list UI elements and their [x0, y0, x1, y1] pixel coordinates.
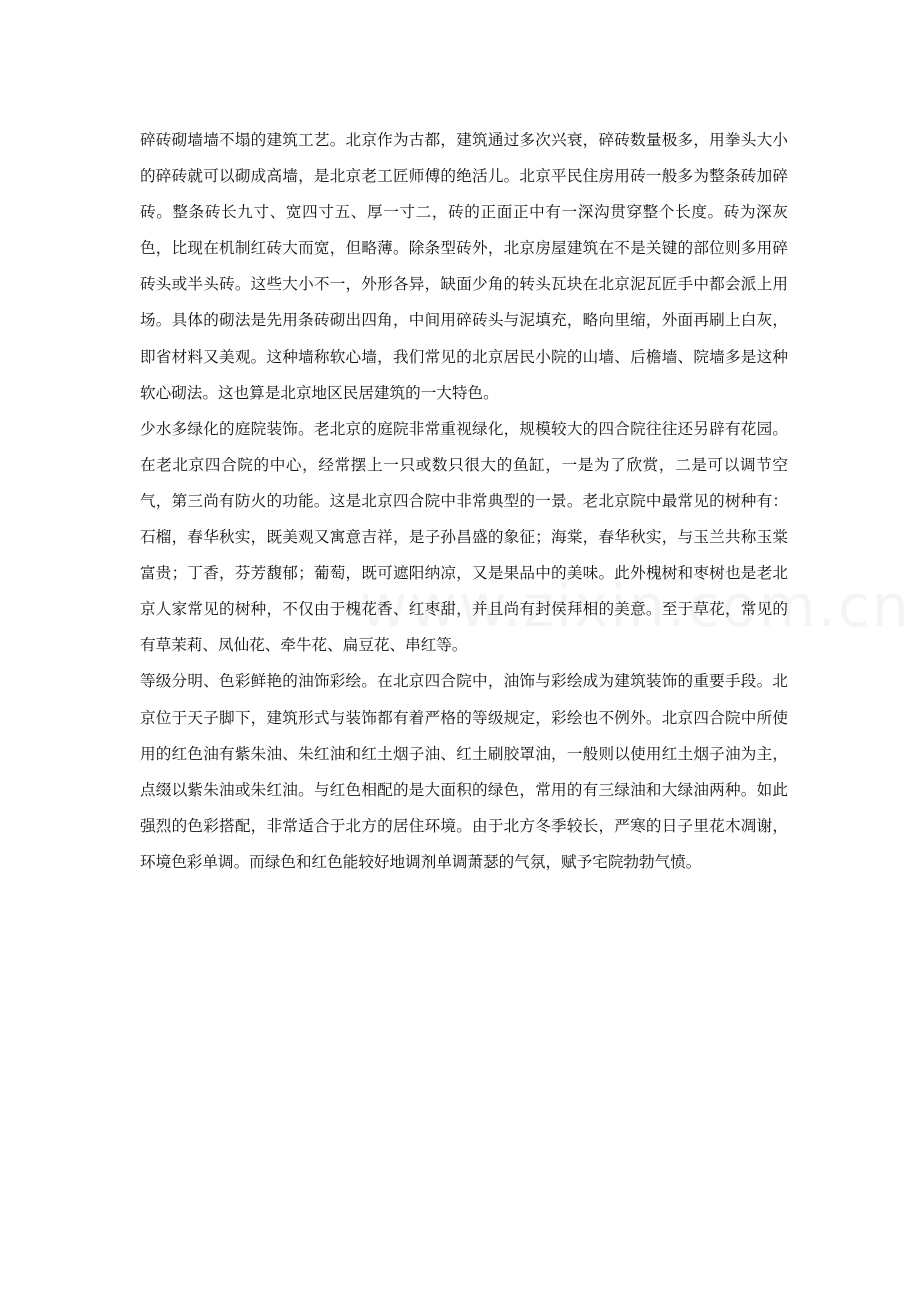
paragraph-courtyard-greening: 少水多绿化的庭院装饰。老北京的庭院非常重视绿化，规模较大的四合院往往还另辟有花园。在老北京四合院的中心，经常摆上一只或数只很大的鱼缸，一是为了欣赏，二是可以调节空气，第三尚有防火的功能。这是北京四合院中非常典型的一景。老北京院中最常见的树种有：石榴，春华秋实，既美观又寓意吉祥，是子孙昌盛的象征；海棠，春华秋实，与玉兰共称玉棠富贵；丁香，芬芳馥郁；葡萄，既可遮阳纳凉，又是果品中的美味。此外槐树和枣树也是老北京人家常见的树种，不仅由于槐花香、红枣甜，并且尚有封侯拜相的美意。至于草花，常见的有草茉莉、凤仙花、牵牛花、扁豆花、串红等。 — [140, 419, 788, 655]
paragraph-painted-decoration: 等级分明、色彩鲜艳的油饰彩绘。在北京四合院中，油饰与彩绘成为建筑装饰的重要手段。北京位于天子脚下，建筑形式与装饰都有着严格的等级规定，彩绘也不例外。北京四合院中所使用的红色油有紫朱油、朱红油和红土烟子油、红土刷胶罩油，一般则以使用红土烟子油为主，点缀以紫朱油或朱红油。与红色相配的是大面积的绿色，常用的有三绿油和大绿油两种。如此强烈的色彩搭配，非常适合于北方的居住环境。由于北方冬季较长，严寒的日子里花木凋谢，环境色彩单调。而绿色和红色能较好地调剂单调萧瑟的气氛，赋予宅院勃勃气愤。 — [140, 672, 788, 871]
paragraph-brick-wall: 碎砖砌墙墙不塌的建筑工艺。北京作为古都，建筑通过多次兴衰，碎砖数量极多，用拳头大小的碎砖就可以砌成高墙，是北京老工匠师傅的绝活儿。北京平民住房用砖一般多为整条砖加碎砖。整条砖长九寸、宽四寸五、厚一寸二，砖的正面正中有一深沟贯穿整个长度。砖为深灰色，比现在机制红砖大而宽，但略薄。除条型砖外，北京房屋建筑在不是关键的部位则多用碎砖头或半头砖。这些大小不一，外形各异，缺面少角的转头瓦块在北京泥瓦匠手中都会派上用场。具体的砌法是先用条砖砌出四角，中间用碎砖头与泥填充，略向里缩，外面再刷上白灰，即省材料又美观。这种墙称软心墙，我们常见的北京居民小院的山墙、后檐墙、院墙多是这种软心砌法。这也算是北京地区民居建筑的一大特色。 — [140, 131, 788, 402]
document-body — [140, 122, 788, 880]
